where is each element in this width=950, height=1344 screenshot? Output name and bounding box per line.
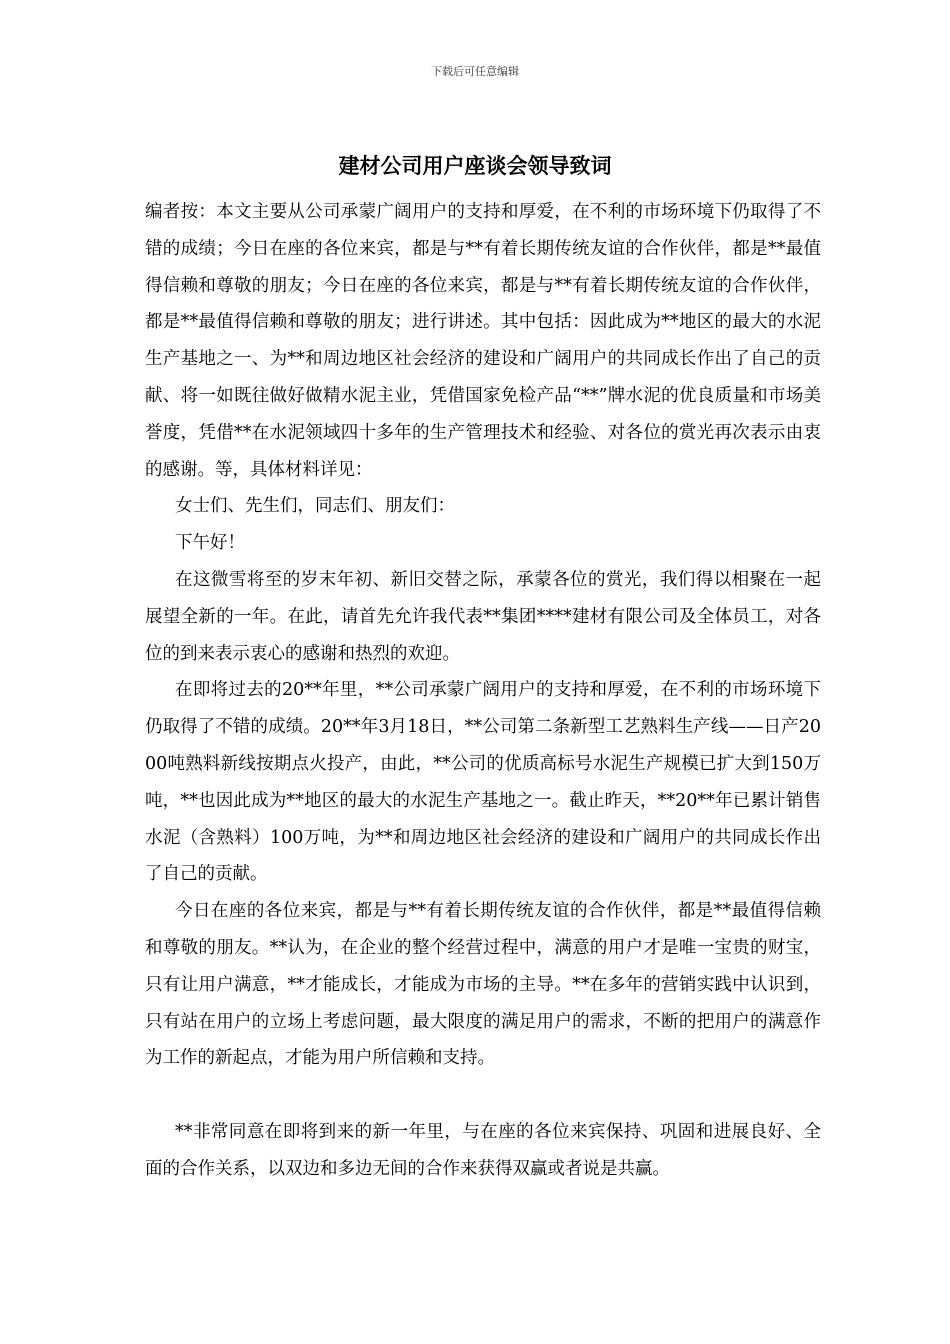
- body-paragraph: 在即将过去的20**年里，**公司承蒙广阔用户的支持和厚爱，在不利的市场环境下仍取得了不错的成绩。20**年3月18日，**公司第二条新型工艺熟料生产线——日产2000吨熟料新线按期点火投产，由此，**公司的优质高标号水泥生产规模已扩大到150万吨，**也因此成为**地区的最大的水泥生产基地之一。截止昨天，**20**年已累计销售水泥（含熟料）100万吨，为**和周边地区社会经济的建设和广阔用户的共同成长作出了自己的贡献。: [145, 680, 821, 885]
- body-paragraph: **非常同意在即将到来的新一年里，与在座的各位来宾保持、巩固和进展良好、全面的合作关系，以双边和多边无间的合作来获得双赢或者说是共赢。: [145, 1121, 821, 1179]
- greeting-paragraph: 女士们、先生们，同志们、朋友们：: [175, 496, 455, 517]
- body-paragraph: 今日在座的各位来宾，都是与**有着长期传统友谊的合作伙伴，都是**最值得信赖和尊敬的朋友。**认为，在企业的整个经营过程中，满意的用户才是唯一宝贵的财宝，只有让用户满意，**才能成长，才能成为市场的主导。**在多年的营销实践中认识到，只有站在用户的立场上考虑问题，最大限度的满足用户的需求，不断的把用户的满意作为工作的新起点，才能为用户所信赖和支持。: [145, 901, 821, 1069]
- good-afternoon-paragraph: 下午好！: [175, 533, 245, 554]
- paragraph-spacer: [145, 1077, 821, 1114]
- editor-note-paragraph: 编者按：本文主要从公司承蒙广阔用户的支持和厚爱，在不利的市场环境下仍取得了不错的成绩；今日在座的各位来宾，都是与**有着长期传统友谊的合作伙伴，都是**最值得信赖和尊敬的朋友；今日在座的各位来宾，都是与**有着长期传统友谊的合作伙伴，都是**最值得信赖和尊敬的朋友；进行讲述。其中包括：因此成为**地区的最大的水泥生产基地之一、为**和周边地区社会经济的建设和广阔用户的共同成长作出了自己的贡献、将一如既往做好做精水泥主业，凭借国家免检产品“**”牌水泥的优良质量和市场美誉度，凭借**在水泥领域四十多年的生产管理技术和经验、对各位的赏光再次表示由衷的感谢。等，具体材料详见：: [145, 202, 821, 480]
- body-paragraph: 在这微雪将至的岁末年初、新旧交替之际，承蒙各位的赏光，我们得以相聚在一起展望全新的一年。在此，请首先允许我代表**集团****建材有限公司及全体员工，对各位的到来表示衷心的感谢和热烈的欢迎。: [145, 569, 821, 664]
- header-note: 下载后可任意编辑: [431, 65, 519, 78]
- document-title: 建材公司用户座谈会领导致词: [338, 153, 612, 178]
- document-body: [145, 194, 821, 1188]
